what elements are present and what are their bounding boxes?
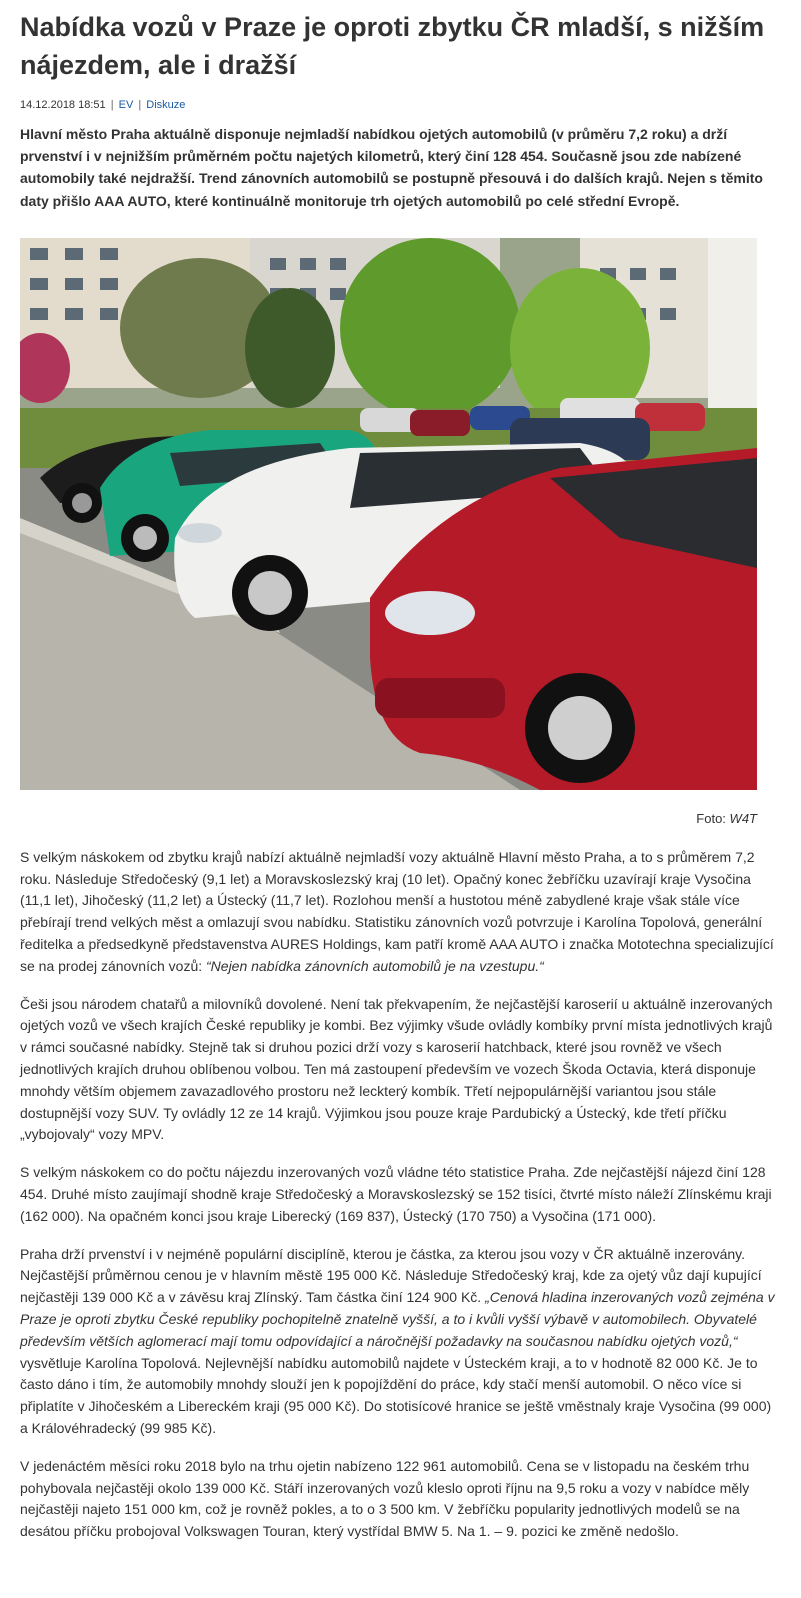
quote: „Cenová hladina inzerovaných vozů zejména v Praze je oproti zbytku České republiky pochopitelně znatelně vyšší, a to i kvůli vyšší výbavě v automobilech. Obyvatelé především větších aglomerací mají tomu odpovídající a náročnější požadavky na současnou nabídku ojetých vozů,“: [20, 1289, 775, 1349]
photo-credit: W4T: [729, 810, 757, 826]
parked-cars-photo: [20, 238, 757, 790]
article-title: Nabídka vozů v Praze je oproti zbytku ČR mladší, s nižším nájezdem, ale i dražší: [20, 12, 765, 80]
photo-caption: [20, 811, 757, 826]
author-link[interactable]: EV: [118, 99, 134, 111]
discussion-link[interactable]: Diskuze: [146, 99, 186, 111]
paragraph-text: Praha drží prvenství i v nejméně populární disciplíně, kterou je částka, za kterou jsou vozy v ČR aktuálně inzerovány. Nejčastější průměrnou cenou je v hlavním městě 195 000 Kč. Následuje Středočeský kraj, kde za ojetý vůz dají kupující nejčastěji 139 000 Kč a v závěsu kraj Zlínský. Tam částka činí 124 900 Kč.: [20, 1245, 762, 1306]
paragraph-5: V jedenáctém měsíci roku 2018 bylo na trhu ojetin nabízeno 122 961 automobilů. Cena se v listopadu na českém trhu pohybovala nejčastěji okolo 139 000 Kč. Stáří inzerovaných vozů kleslo oproti říjnu na 9,5 roku a vozy v nabídce měly nejčastěji najeto 151 000 km, což je rovněž pokles, a to o 3 500 km. V žebříčku popularity jednotlivých modelů se na desátou příčku probojoval Volkswagen Touran, který vystřídal BMW 5. Na 1. – 9. pozici ke změně nedošlo.: [20, 1457, 750, 1540]
article-body: [20, 847, 781, 1543]
paragraph-2: Češi jsou národem chatařů a milovníků dovolené. Není tak překvapením, že nejčastější karoserií u aktuálně inzerovaných ojetých vozů ve všech krajích České republiky je kombi. Bez výjimky všude ovládly kombíky první místa jednotlivých krajů v rámci současné nabídky. Stejně tak si druhou pozici drží vozy s karoserií hatchback, které jsou rovněž ve všech jednotlivých krajích druhou oblíbenou volbou. Ten má zastoupení především ve vozech Škoda Octavia, která disponuje mnohdy větším objemem zavazadlového prostoru než leckterý kombík. Třetí nejpopulárnější variantou jsou stále dostupnější vozy SUV. Ty ovládly 12 ze 14 krajů. Výjimkou jsou pouze kraje Pardubický a Ústecký, kde třetí příčku „vybojovaly“ vozy MPV.: [20, 995, 773, 1143]
meta-separator: |: [110, 99, 114, 111]
meta-separator: |: [138, 99, 142, 111]
caption-prefix: Foto:: [696, 810, 726, 826]
paragraph-text: vysvětluje Karolína Topolová. Nejlevnější nabídku automobilů najdete v Ústeckém kraji, a to v hodnotě 82 000 Kč. Je to často dáno i tím, že automobily mnohdy slouží jen k popojíždění do práce, kdy stačí menší automobil. O něco více si připlatíte v Jihočeském a Libereckém kraji (95 000 Kč). Do stotisícové hranice se ještě vměstnaly kraje Vysočina (99 000) a Královéhradecký (99 985 Kč).: [20, 1354, 772, 1436]
article-photo: [20, 238, 757, 790]
article-perex: Hlavní město Praha aktuálně disponuje nejmladší nabídkou ojetých automobilů (v průměru 7,2 roku) a drží prvenství i v nejnižším průměrném počtu najetých kilometrů, který činí 128 454. Současně jsou zde nabízené automobily také nejdražší. Trend zánovních automobilů se postupně přesouvá i do dalších krajů. Nejen s těmito daty přišlo AAA AUTO, které kontinuálně monitoruje trh ojetých automobilů po celé střední Evropě.: [20, 126, 763, 209]
article-date: 14.12.2018 18:51: [20, 99, 106, 111]
paragraph-4: [20, 1244, 781, 1440]
paragraph-1: [20, 847, 781, 978]
quote: “Nejen nabídka zánovních automobilů je na vzestupu.“: [206, 957, 544, 974]
article-meta: [20, 98, 781, 112]
paragraph-text: S velkým náskokem od zbytku krajů nabízí aktuálně nejmladší vozy aktuálně Hlavní město Praha, a to s průměrem 7,2 roku. Následuje Středočeský (9,1 let) a Moravskoslezský kraj (10 let). Opačný konec žebříčku uzavírají kraje Vysočina (11,1 let), Jihočeský (11,2 let) a Ústecký (11,7 let). Rozlohou menší a hustotou méně zabydlené kraje však stále více přebírají trend velkých měst a omlazují svou nabídku. Statistiku zánovních vozů potvrzuje i Karolína Topolová, generální ředitelka a předsedkyně představenstva AURES Holdings, kam patří kromě AAA AUTO i značka Mototechna specializující se na prodej zánovních vozů:: [20, 848, 774, 974]
paragraph-3: S velkým náskokem co do počtu nájezdu inzerovaných vozů vládne této statistice Praha. Zde nejčastější nájezd činí 128 454. Druhé místo zaujímají shodně kraje Středočeský a Moravskoslezský se 152 tisíci, čtvrté místo náleží Zlínskému kraji (162 000). Na opačném konci jsou kraje Liberecký (169 837), Ústecký (170 750) a Vysočina (171 000).: [20, 1164, 772, 1224]
